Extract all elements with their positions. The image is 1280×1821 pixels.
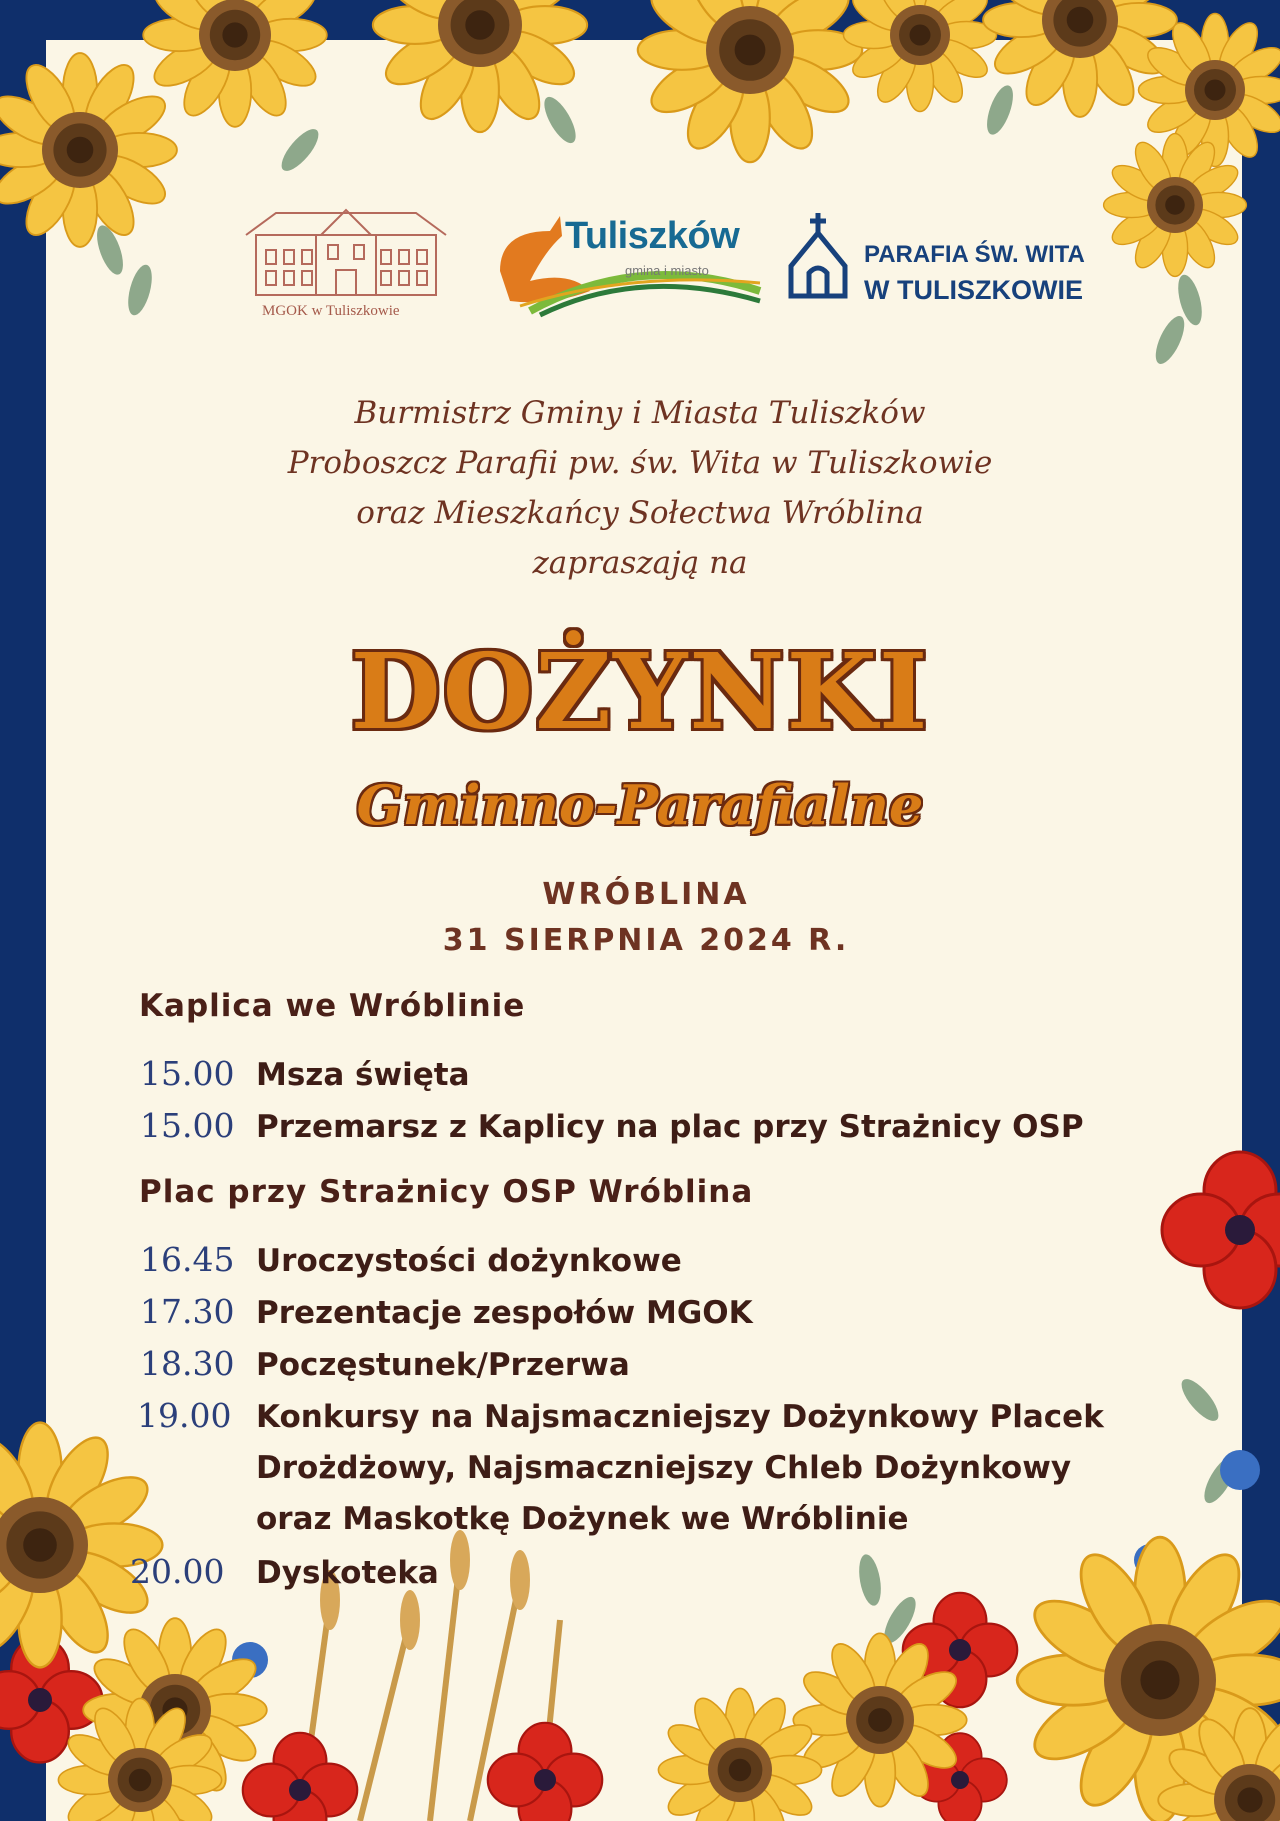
schedule-activity: Poczęstunek/Przerwa [256, 1347, 630, 1383]
schedule-activity: Msza święta [256, 1057, 470, 1093]
event-location-date [0, 872, 1280, 964]
parish-logo-line2: W TULISZKOWIE [864, 275, 1083, 305]
schedule-activity: Przemarsz z Kaplicy na plac przy Strażnicy OSP [256, 1109, 1084, 1145]
intro-line-parish-priest: Proboszcz Parafii pw. św. Wita w Tuliszkowie [287, 445, 993, 481]
intro-line-residents: oraz Mieszkańcy Sołectwa Wróblina [356, 495, 924, 531]
schedule-activity: Uroczystości dożynkowe [256, 1243, 682, 1279]
schedule-activity: Konkursy na Najsmaczniejszy Dożynkowy Placek Drożdżowy, Najsmaczniejszy Chleb Dożynkowy oraz Maskotkę Dożynek we Wróblinie [256, 1399, 1104, 1537]
event-date: 31 SIERPNIA 2024 R. [442, 923, 850, 958]
schedule-time: 16.45 [140, 1240, 235, 1279]
invitation-intro [0, 388, 1280, 588]
parish-church-icon [783, 211, 853, 303]
intro-line-mayor: Burmistrz Gminy i Miasta Tuliszków [354, 395, 926, 431]
section-title-fire-station-square: Plac przy Strażnicy OSP Wróblina [139, 1174, 754, 1210]
event-subtitle: Gminno-Parafialne [356, 773, 924, 837]
event-place: WRÓBLINA [542, 877, 750, 912]
intro-line-invite: zapraszają na [532, 545, 748, 581]
parish-logo-line1: PARAFIA ŚW. WITA [864, 241, 1085, 268]
schedule-time: 19.00 [137, 1396, 232, 1435]
schedule-time: 17.30 [140, 1292, 235, 1331]
schedule-activity: Dyskoteka [256, 1555, 439, 1591]
tuliszkow-logo-title: Tuliszków [565, 215, 740, 257]
tuliszkow-logo-subtitle: gmina i miasto [625, 263, 709, 278]
schedule-time: 15.00 [140, 1106, 235, 1145]
schedule-time: 20.00 [130, 1552, 225, 1591]
section-title-chapel: Kaplica we Wróblinie [139, 988, 526, 1024]
schedule-time: 15.00 [140, 1054, 235, 1093]
schedule-time: 18.30 [140, 1344, 235, 1383]
logo-bar [0, 205, 1280, 330]
schedule-activity: Prezentacje zespołów MGOK [256, 1295, 753, 1331]
mgok-logo-label: MGOK w Tuliszkowie [262, 303, 400, 319]
event-title: DOŻYNKI [350, 630, 930, 753]
